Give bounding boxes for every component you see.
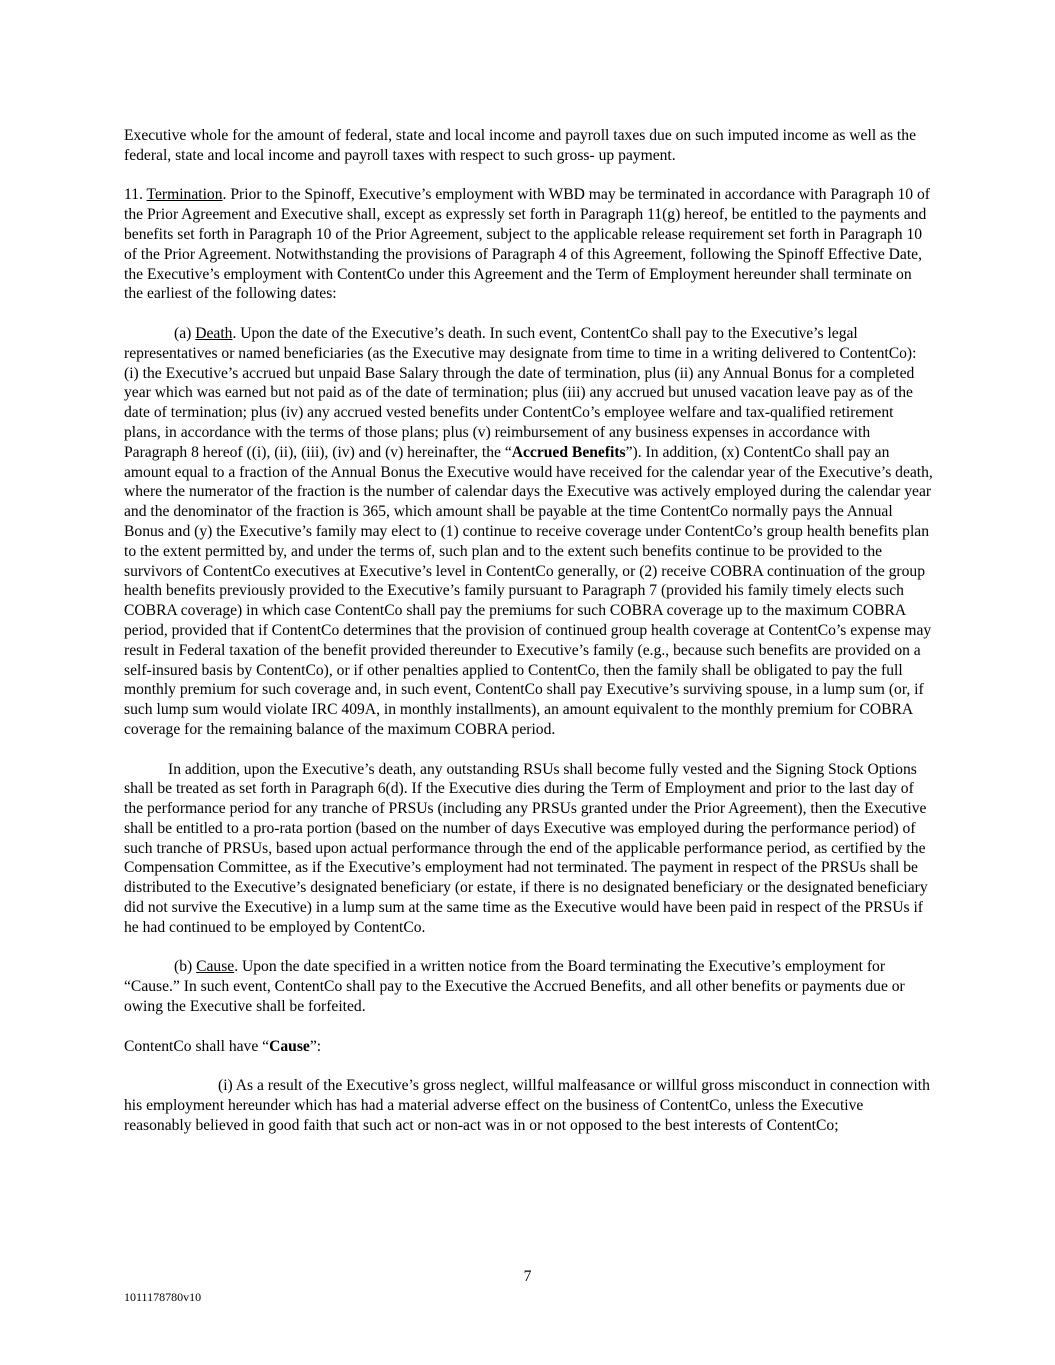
paragraph-cause-clause-i: (i) As a result of the Executive’s gross neglect, willful malfeasance or willful gross misconduct in connection with his employment hereunder which has had a material adverse effect on the business of ContentCo, unless the Executive reasonably believed in good faith that such act or non-act was in or not opposed to the best interests of ContentCo;	[124, 1077, 930, 1134]
cause-definition-text-2: ”:	[309, 1037, 322, 1055]
death-heading: Death	[195, 324, 233, 342]
cause-definition-text-1: ContentCo shall have “	[124, 1037, 270, 1055]
document-body	[124, 126, 934, 1155]
document-id: 1011178780v10	[124, 1290, 202, 1304]
paragraph-cause-definition	[124, 1037, 934, 1057]
termination-text: . Prior to the Spinoff, Executive’s employment with WBD may be terminated in accordance with Paragraph 10 of the Prior Agreement and Executive shall, except as expressly set forth in Paragraph 11(g) hereof, be entitled to the payments and benefits set forth in Paragraph 10 of the Prior Agreement, subject to the applicable release requirement set forth in Paragraph 10 of the Prior Agreement. Notwithstanding the provisions of Paragraph 4 of this Agreement, following the Spinoff Effective Date, the Executive’s employment with ContentCo under this Agreement and the Term of Employment hereunder shall terminate on the earliest of the following dates:	[124, 186, 930, 303]
section-number: 11.	[124, 186, 147, 204]
paragraph-cause	[124, 957, 934, 1016]
death-text-2: ”). In addition, (x) ContentCo shall pay an amount equal to a fraction of the Annual Bonus the Executive would have received for the calendar year of the Executive’s death, where the numerator of the fraction is the number of calendar days the Executive was actively employed during the calendar year and the denominator of the fraction is 365, which amount shall be payable at the time ContentCo normally pays the Annual Bonus and (y) the Executive’s family may elect to (1) continue to receive coverage under ContentCo’s group health benefits plan to the extent permitted by, and under the terms of, such plan and to the extent such benefits continue to be provided to the survivors of ContentCo executives at Executive’s level in ContentCo generally, or (2) receive COBRA continuation of the group health benefits previously provided to the Executive’s family pursuant to Paragraph 7 (provided his family timely elects such COBRA coverage) in which case ContentCo shall pay the premiums for such COBRA coverage up to the maximum COBRA period, provided that if ContentCo determines that the provision of continued group health coverage at ContentCo’s expense may result in Federal taxation of the benefit provided thereunder to Executive’s family (e.g., because such benefits are provided on a self-insured basis by ContentCo), or if other penalties applied to ContentCo, then the family shall be obligated to pay the full monthly premium for such coverage and, in such event, ContentCo shall pay Executive’s surviving spouse, in a lump sum (or, if such lump sum would violate IRC 409A, in monthly installments), an amount equivalent to the monthly premium for COBRA coverage for the remaining balance of the maximum COBRA period.	[124, 443, 933, 738]
cause-heading: Cause	[196, 958, 235, 976]
paragraph-termination	[124, 185, 934, 304]
death-label: (a)	[174, 324, 196, 342]
paragraph-rsu-vesting: In addition, upon the Executive’s death, any outstanding RSUs shall become fully vested and the Signing Stock Options shall be treated as set forth in Paragraph 6(d). If the Executive dies during the Term of Employment and prior to the last day of the performance period for any tranche of PRSUs (including any PRSUs granted under the Prior Agreement), then the Executive shall be entitled to a pro-rata portion (based on the number of days Executive was employed during the performance period) of such tranche of PRSUs, based upon actual performance through the end of the applicable performance period, as certified by the Compensation Committee, as if the Executive’s employment had not terminated. The payment in respect of the PRSUs shall be distributed to the Executive’s designated beneficiary (or estate, if there is no designated beneficiary or the designated beneficiary did not survive the Executive) in a lump sum at the same time as the Executive would have been paid in respect of the PRSUs if he had continued to be employed by ContentCo.	[124, 760, 928, 936]
cause-text: . Upon the date specified in a written notice from the Board terminating the Executive’s employment for “Cause.” In such event, ContentCo shall pay to the Executive the Accrued Benefits, and all other benefits or payments due or owing the Executive shall be forfeited.	[124, 958, 905, 1016]
paragraph-death	[124, 324, 934, 740]
cause-term: Cause	[269, 1037, 310, 1055]
page-number: 7	[523, 1268, 532, 1285]
paragraph-gross-up: Executive whole for the amount of federal, state and local income and payroll taxes due on such imputed income as well as the federal, state and local income and payroll taxes with respect to such gross- up payment.	[124, 127, 916, 164]
death-text-1: . Upon the date of the Executive’s death. In such event, ContentCo shall pay to the Executive’s legal representatives or named beneficiaries (as the Executive may designate from time to time in a writing delivered to ContentCo): (i) the Executive’s accrued but unpaid Base Salary through the date of termination, plus (ii) any Annual Bonus for a completed year which was earned but not paid as of the date of termination; plus (iii) any accrued but unused vacation leave pay as of the date of termination; plus (iv) any accrued vested benefits under ContentCo’s employee welfare and tax-qualified retirement plans, in accordance with the terms of those plans; plus (v) reimbursement of any business expenses in accordance with Paragraph 8 hereof ((i), (ii), (iii), (iv) and (v) hereinafter, the “	[124, 324, 917, 461]
cause-label: (b)	[174, 958, 197, 976]
accrued-benefits-term: Accrued Benefits	[511, 443, 626, 461]
termination-heading: Termination	[146, 186, 223, 204]
